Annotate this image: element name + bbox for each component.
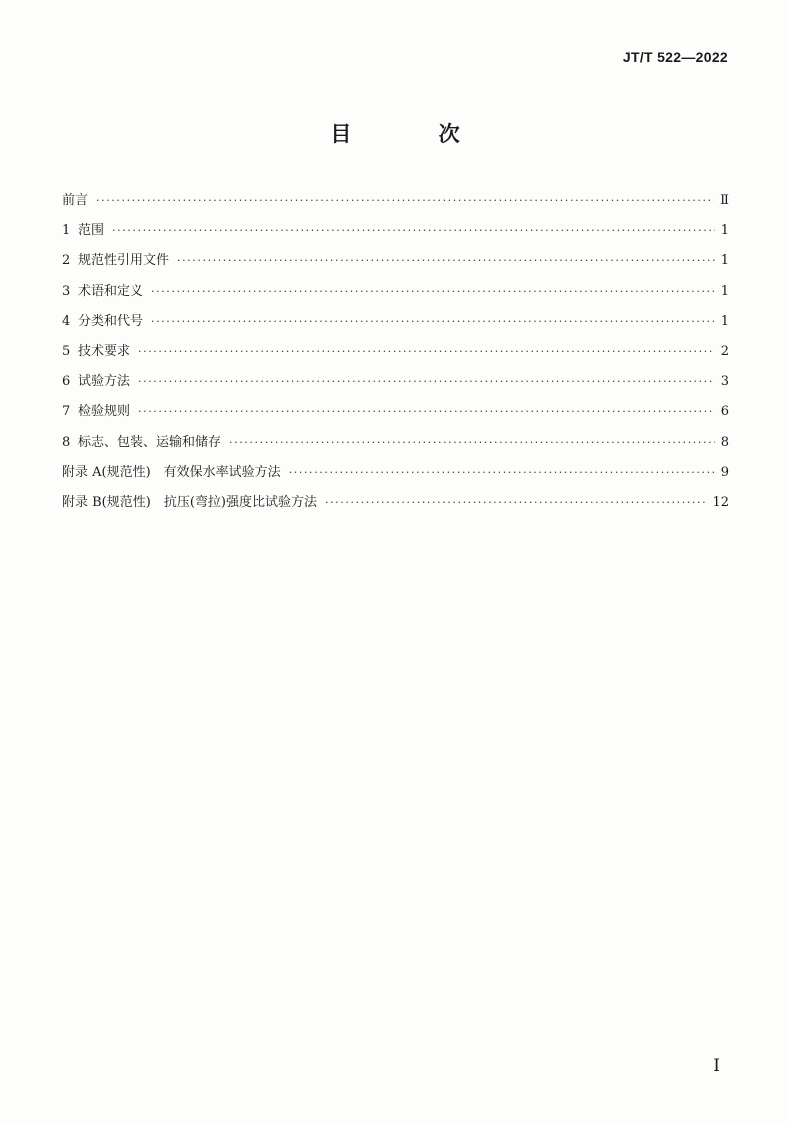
toc-entry-page: 1 <box>720 313 729 329</box>
toc-dot-leader <box>151 307 715 337</box>
toc-dot-leader <box>138 367 715 397</box>
toc-entry-label: 前言 <box>62 193 89 208</box>
toc-dot-leader <box>112 216 715 246</box>
toc-entry-page: 1 <box>720 223 729 239</box>
toc-entry-label: 术语和定义 <box>78 283 144 299</box>
toc-entry-number: 6 <box>62 374 71 390</box>
toc-entry-label: 检验规则 <box>78 404 131 420</box>
toc-entry-number: 5 <box>62 343 71 359</box>
toc-entry-label: 附录 A(规范性) 有效保水率试验方法 <box>62 464 281 480</box>
toc-entry-page: 1 <box>720 253 729 269</box>
toc-entry-number: 7 <box>62 404 71 420</box>
page-number: I <box>713 1056 720 1076</box>
toc-entry-label: 标志、包装、运输和储存 <box>78 434 222 450</box>
toc-dot-leader <box>325 488 706 518</box>
toc-entry-technical-requirements[interactable] <box>62 337 729 367</box>
toc-entry-marking-packaging[interactable] <box>62 428 729 458</box>
toc-entry-inspection-rules[interactable] <box>62 397 729 427</box>
toc-dot-leader <box>177 246 715 276</box>
toc-entry-label: 试验方法 <box>78 374 131 390</box>
toc-entry-number: 8 <box>62 434 71 450</box>
toc-entry-label: 附录 B(规范性) 抗压(弯拉)强度比试验方法 <box>62 494 317 510</box>
toc-entry-appendix-b[interactable] <box>62 488 729 518</box>
toc-entry-label: 技术要求 <box>78 343 131 359</box>
toc-entry-number: 4 <box>62 313 71 329</box>
toc-entry-label: 分类和代号 <box>78 313 144 329</box>
toc-entry-page: 9 <box>720 464 729 480</box>
toc-entry-number: 2 <box>62 253 71 269</box>
toc-entry-page: Ⅱ <box>720 193 729 208</box>
toc-entry-scope[interactable] <box>62 216 729 246</box>
toc-entry-terms-definitions[interactable] <box>62 277 729 307</box>
toc-dot-leader <box>289 458 715 488</box>
toc-entry-label: 规范性引用文件 <box>78 253 170 269</box>
table-of-contents <box>62 186 729 518</box>
toc-entry-page: 6 <box>720 404 729 420</box>
toc-entry-normative-references[interactable] <box>62 246 729 276</box>
toc-dot-leader <box>138 397 715 427</box>
toc-entry-page: 2 <box>720 343 729 359</box>
toc-entry-number: 3 <box>62 283 71 299</box>
toc-entry-foreword[interactable] <box>62 186 729 216</box>
toc-entry-test-methods[interactable] <box>62 367 729 397</box>
toc-dot-leader <box>151 277 715 307</box>
toc-entry-classification[interactable] <box>62 307 729 337</box>
toc-entry-page: 3 <box>720 374 729 390</box>
toc-dot-leader <box>96 186 714 216</box>
document-code: JT/T 522—2022 <box>622 49 728 65</box>
toc-entry-label: 范围 <box>78 223 105 239</box>
toc-entry-page: 12 <box>712 494 729 510</box>
toc-entry-page: 8 <box>720 434 729 450</box>
page-title: 目 次 <box>330 122 500 146</box>
toc-entry-appendix-a[interactable] <box>62 458 729 488</box>
toc-dot-leader <box>229 428 715 458</box>
toc-entry-number: 1 <box>62 223 71 239</box>
toc-entry-page: 1 <box>720 283 729 299</box>
toc-dot-leader <box>138 337 715 367</box>
